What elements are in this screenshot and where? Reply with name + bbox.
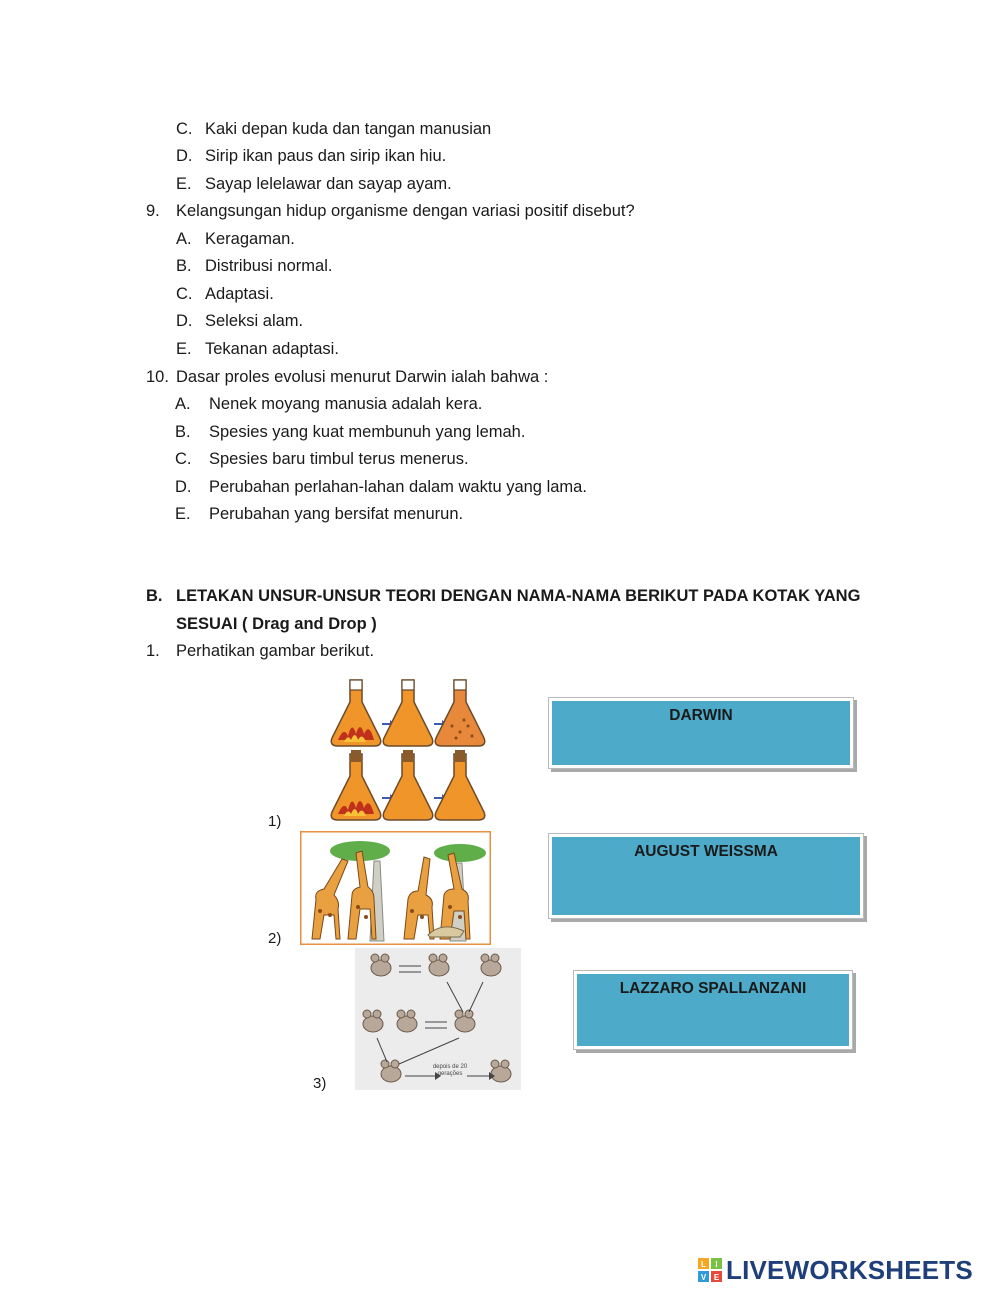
option-letter: D. [175, 478, 192, 496]
flask-row-bottom [331, 750, 485, 820]
option-letter: E. [176, 175, 192, 193]
figure-label-1: 1) [268, 813, 282, 830]
option-letter: D. [176, 147, 193, 165]
logo-tile-letter: E [713, 1273, 720, 1282]
option-letter: E. [175, 505, 191, 523]
drop-box-lazzaro-spallanzani[interactable] [574, 971, 852, 1049]
option-letter: B. [176, 257, 192, 275]
option-row: C. [176, 120, 193, 138]
section-letter: B. [146, 587, 163, 605]
item-number: 1. [146, 642, 160, 660]
option-letter: B. [175, 423, 191, 441]
figure-label-3: 3) [313, 1075, 327, 1092]
option-letter: C. [175, 450, 192, 468]
option-text: Adaptasi. [205, 285, 274, 303]
option-text: Spesies baru timbul terus menerus. [209, 450, 469, 468]
option-letter: D. [176, 312, 193, 330]
question-text: Dasar proles evolusi menurut Darwin ialah bahwa : [176, 368, 549, 386]
question-number: 9. [146, 202, 160, 220]
option-text: Spesies yang kuat membunuh yang lemah. [209, 423, 526, 441]
logo-tile-letter: L [701, 1260, 706, 1269]
logo-tile-letter: I [715, 1260, 718, 1269]
option-text: Tekanan adaptasi. [205, 340, 339, 358]
option-letter: C. [176, 285, 193, 303]
option-text: Keragaman. [205, 230, 295, 248]
mice-caption: depois de 20 gerações [432, 1064, 468, 1077]
flask-row-top [331, 680, 485, 746]
flask-experiment-figure [328, 676, 488, 824]
drop-box-label: DARWIN [669, 707, 733, 724]
giraffe-figure [300, 831, 491, 945]
liveworksheets-logo [698, 1256, 973, 1284]
option-text: Sirip ikan paus dan sirip ikan hiu. [205, 147, 447, 165]
logo-tiles-icon [698, 1258, 722, 1282]
section-heading: LETAKAN UNSUR-UNSUR TEORI DENGAN NAMA-NAMA BERIKUT PADA KOTAK YANG [176, 587, 861, 605]
drop-box-label: LAZZARO SPALLANZANI [619, 980, 807, 997]
question-number: 10. [146, 368, 169, 386]
brand-name: LIVEWORKSHEETS [726, 1254, 973, 1285]
option-letter: E. [176, 340, 192, 358]
drop-box-darwin[interactable] [549, 698, 853, 768]
option-text: Seleksi alam. [205, 312, 304, 330]
drop-box-august-weissma[interactable] [549, 834, 863, 918]
option-text: Perubahan perlahan-lahan dalam waktu yang lama. [209, 478, 587, 496]
figure-label-2: 2) [268, 930, 282, 947]
option-letter: A. [176, 230, 192, 248]
section-heading-continued: SESUAI ( Drag and Drop ) [176, 615, 377, 633]
option-text: Nenek moyang manusia adalah kera. [209, 395, 483, 413]
logo-tile-letter: V [700, 1273, 707, 1282]
option-letter: A. [175, 395, 191, 413]
option-text: Perubahan yang bersifat menurun. [209, 505, 464, 523]
option-text: Sayap lelelawar dan sayap ayam. [205, 175, 452, 193]
question-text: Kelangsungan hidup organisme dengan variasi positif disebut? [176, 202, 635, 220]
option-text: Distribusi normal. [205, 257, 333, 275]
drop-box-label: AUGUST WEISSMA [634, 843, 778, 860]
item-text: Perhatikan gambar berikut. [176, 642, 375, 660]
option-text: Kaki depan kuda dan tangan manusian [205, 120, 492, 138]
